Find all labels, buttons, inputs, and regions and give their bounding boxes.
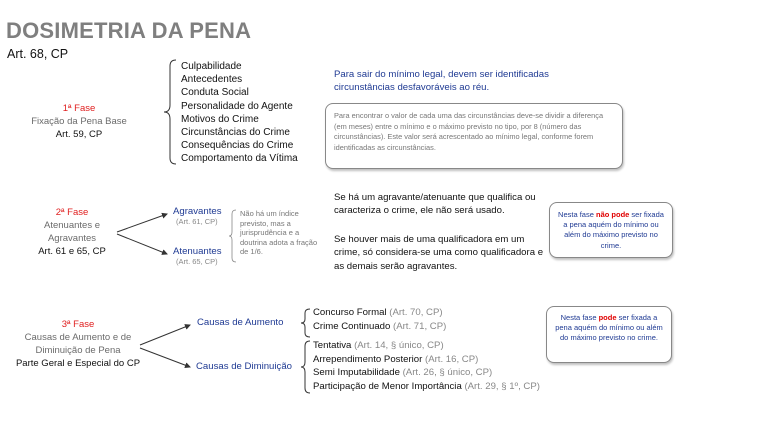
criteria-item: Culpabilidade bbox=[181, 61, 242, 72]
criteria-item: Motivos do Crime bbox=[181, 113, 259, 125]
phase2-box-pre: Nesta fase bbox=[558, 210, 596, 219]
page-subtitle: Art. 68, CP bbox=[7, 47, 69, 61]
arrow-to-diminuicao bbox=[140, 348, 190, 367]
phase3-desc-1: Causas de Aumento e de bbox=[24, 332, 132, 343]
phase1-desc: Fixação da Pena Base bbox=[31, 116, 127, 127]
phase3-box-pre: Nesta fase bbox=[560, 313, 599, 322]
aumento-item-label: Concurso Formal bbox=[313, 307, 387, 318]
phase2-paragraph-1: Se há um agravante/atenuante que qualifica ou caracteriza o crime, ele não será usado. bbox=[334, 192, 536, 217]
criteria-item: Circunstâncias do Crime bbox=[181, 127, 290, 139]
diminuicao-item-label: Arrependimento Posterior bbox=[313, 353, 423, 365]
phase3-article: Parte Geral e Especial do CP bbox=[15, 358, 141, 369]
criteria-item: Antecedentes bbox=[181, 74, 243, 86]
page-title: DOSIMETRIA DA PENA bbox=[6, 18, 252, 43]
atenuantes-label: Atenuantes bbox=[173, 246, 222, 257]
phase2-warning-box bbox=[549, 202, 673, 258]
arrow-to-agravantes bbox=[117, 214, 167, 232]
phase2-label bbox=[20, 206, 124, 258]
diminuicao-label: Causas de Diminuição bbox=[196, 361, 292, 372]
phase2-article: Art. 61 e 65, CP bbox=[38, 246, 106, 257]
phase1-name: 1ª Fase bbox=[62, 103, 96, 114]
phase1-article: Art. 59, CP bbox=[55, 129, 103, 140]
brace-phase1 bbox=[164, 60, 176, 164]
phase1-info-text: Para encontrar o valor de cada uma das circunstâncias deve-se dividir a diferença (em meses) entre o mínimo e o máximo previsto no tipo, por 8 (número das circunstâncias). Este valor será acrescentado ao mínimo legal, conforme forem identificadas as circunstâncias. bbox=[334, 111, 604, 152]
aumento-label: Causas de Aumento bbox=[197, 317, 284, 328]
phase2-name: 2ª Fase bbox=[55, 207, 89, 218]
aumento-list bbox=[313, 306, 446, 333]
aumento-item bbox=[313, 306, 446, 320]
phase2-box-emph: não pode bbox=[595, 210, 630, 219]
phase1-criteria-list bbox=[181, 60, 298, 166]
phase3-label bbox=[12, 318, 144, 370]
diminuicao-item-ref: (Art. 14, § único, CP) bbox=[354, 340, 444, 351]
phase3-name: 3ª Fase bbox=[61, 319, 95, 330]
diminuicao-item-ref: (Art. 26, § único, CP) bbox=[402, 367, 493, 379]
aumento-item-ref: (Art. 71, CP) bbox=[393, 320, 447, 332]
criteria-item: Conduta Social bbox=[181, 87, 249, 99]
aumento-item bbox=[313, 320, 446, 334]
brace-aumento bbox=[301, 309, 310, 337]
aumento-item-ref: (Art. 70, CP) bbox=[389, 307, 443, 318]
criteria-item: Comportamento da Vítima bbox=[181, 153, 298, 165]
diminuicao-item-ref: (Art. 29, § 1º, CP) bbox=[464, 380, 540, 392]
diminuicao-item bbox=[313, 353, 540, 367]
diminuicao-item bbox=[313, 366, 540, 380]
phase1-note-line1: Para sair do mínimo legal, devem ser identificadas bbox=[334, 69, 549, 80]
phase3-box-emph: pode bbox=[598, 313, 617, 322]
agravantes-label: Agravantes bbox=[173, 206, 222, 217]
phase1-note-line2: circunstâncias desfavoráveis ao réu. bbox=[334, 82, 490, 94]
phase2-desc-2: Agravantes bbox=[47, 233, 97, 244]
diminuicao-item-label: Tentativa bbox=[313, 340, 352, 351]
phase2-side-note: Não há um índice previsto, mas a jurisprudência e a doutrina adota a fração de 1/6. bbox=[240, 209, 318, 257]
arrow-to-atenuantes bbox=[117, 234, 167, 254]
phase1-info-box bbox=[325, 103, 623, 169]
criteria-item: Personalidade do Agente bbox=[181, 100, 293, 112]
brace-side-note bbox=[229, 210, 236, 262]
diminuicao-item bbox=[313, 339, 540, 353]
diminuicao-item-label: Semi Imputabilidade bbox=[313, 367, 400, 379]
arrow-to-aumento bbox=[140, 325, 190, 345]
phase2-paragraph-2: Se houver mais de uma qualificadora em um crime, só considera-se uma como qualificadora e as demais serão agravantes. bbox=[334, 234, 544, 272]
diminuicao-list bbox=[313, 339, 540, 393]
criteria-item: Consequências do Crime bbox=[181, 140, 294, 152]
phase3-desc-2: Diminuição de Pena bbox=[35, 345, 121, 356]
phase3-warning-text bbox=[547, 307, 671, 344]
agravantes-node bbox=[173, 206, 222, 226]
aumento-item-label: Crime Continuado bbox=[313, 320, 391, 332]
phase2-desc-1: Atenuantes e bbox=[44, 220, 100, 231]
diminuicao-item bbox=[313, 380, 540, 394]
agravantes-ref: (Art. 61, CP) bbox=[176, 217, 218, 226]
phase3-box-post: ser fixada a pena aquém do mínimo ou além do máximo previsto no crime. bbox=[555, 313, 663, 343]
phase3-warning-box bbox=[546, 306, 672, 363]
phase2-box-post: ser fixada a pena aquém do mínimo ou além do máximo previsto no crime. bbox=[563, 210, 664, 250]
diminuicao-item-ref: (Art. 16, CP) bbox=[425, 353, 479, 365]
phase2-warning-text bbox=[550, 203, 672, 251]
brace-diminuicao bbox=[301, 341, 310, 393]
atenuantes-ref: (Art. 65, CP) bbox=[176, 257, 218, 266]
atenuantes-node bbox=[173, 246, 222, 266]
phase1-note bbox=[334, 68, 549, 95]
diminuicao-item-label: Participação de Menor Importância bbox=[313, 380, 462, 392]
phase1-label bbox=[18, 102, 140, 141]
